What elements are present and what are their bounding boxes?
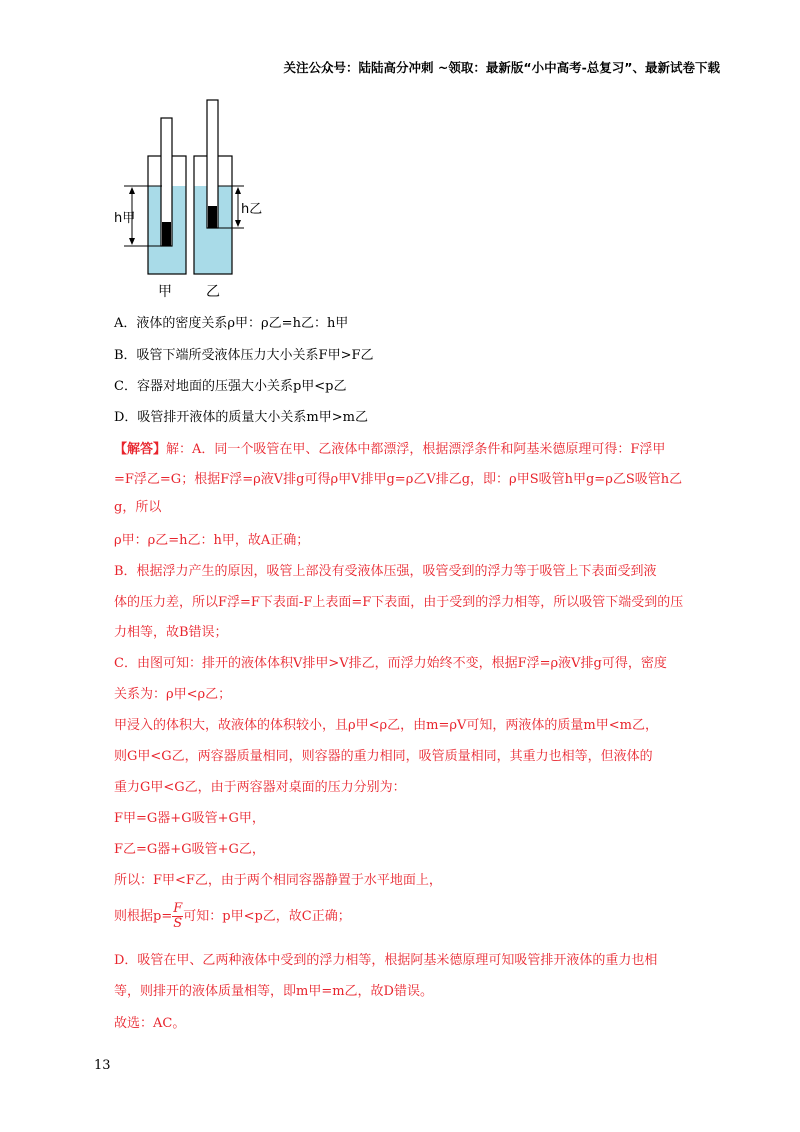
answer-line-1 — [114, 440, 665, 460]
page-header: 关注公众号：陆陆高分冲刺 ~领取：最新版“小中高考-总复习”、最新试卷下载 — [283, 60, 720, 75]
answer-line-18: 等，则排开的液体质量相等，即m甲=m乙，故D错误。 — [114, 984, 433, 999]
answer-line-17: D．吸管在甲、乙两种液体中受到的浮力相等，根据阿基米德原理可知吸管排开液体的重力也相 — [114, 953, 658, 968]
answer-line-4: ρ甲：ρ乙=h乙：h甲，故A正确； — [114, 533, 310, 548]
answer-line-13: F甲=G器+G吸管+G甲， — [114, 811, 265, 826]
answer-text-1: 解：A．同一个吸管在甲、乙液体中都漂浮，根据漂浮条件和阿基米德原理可得：F浮甲 — [166, 442, 666, 457]
option-d: D．吸管排开液体的质量大小关系m甲>m乙 — [114, 410, 368, 425]
answer-line-9: 关系为：ρ甲<ρ乙； — [114, 687, 232, 702]
answer-line-16 — [114, 902, 351, 931]
answer-line-8: C．由图可知：排开的液体体积V排甲>V排乙，而浮力始终不变，根据F浮=ρ液V排g可得，密度 — [114, 656, 667, 671]
h-jia-label: h甲 — [114, 211, 136, 226]
option-a: A．液体的密度关系ρ甲：ρ乙=h乙：h甲 — [114, 316, 349, 331]
answer-line-11: 则G甲<G乙，两容器质量相同，则容器的重力相同，吸管质量相同，其重力也相等，但液体的 — [114, 749, 653, 764]
h-yi-label: h乙 — [241, 202, 263, 217]
option-b: B．吸管下端所受液体压力大小关系F甲>F乙 — [114, 348, 374, 363]
answer-line-10: 甲浸入的体积大，故液体的体积较小，且ρ甲<ρ乙，由m=ρV可知，两液体的质量m甲<m乙， — [114, 718, 658, 733]
answer-line-2: =F浮乙=G；根据F浮=ρ液V排g可得ρ甲V排甲g=ρ乙V排乙g，即：ρ甲S吸管h甲g=ρ乙S吸管h乙 — [114, 472, 683, 487]
fraction-numerator: F — [173, 901, 183, 916]
answer-text-16b: 可知：p甲<p乙，故C正确； — [183, 909, 351, 924]
option-c: C．容器对地面的压强大小关系p甲<p乙 — [114, 379, 347, 394]
answer-line-3: g，所以 — [114, 500, 162, 515]
answer-line-12: 重力G甲<G乙，由于两容器对桌面的压力分别为： — [114, 780, 406, 795]
answer-line-15: 所以：F甲<F乙，由于两个相同容器静置于水平地面上， — [114, 873, 442, 888]
page-number: 13 — [94, 1058, 111, 1073]
answer-text-16a: 则根据p= — [114, 909, 173, 924]
answer-line-19: 故选：AC。 — [114, 1016, 186, 1031]
answer-line-14: F乙=G器+G吸管+G乙， — [114, 842, 265, 857]
tube-yi-weight — [208, 206, 217, 228]
label-jia: 甲 — [158, 284, 172, 300]
two-containers-figure — [110, 92, 263, 302]
fraction-denominator: S — [173, 916, 183, 931]
answer-line-5: B．根据浮力产生的原因，吸管上部没有受液体压强，吸管受到的浮力等于吸管上下表面受到液 — [114, 564, 657, 579]
answer-line-6: 体的压力差，所以F浮=F下表面-F上表面=F下表面，由于受到的浮力相等，所以吸管下端受到的压 — [114, 595, 684, 610]
answer-line-7: 力相等，故B错误； — [114, 625, 228, 640]
answer-tag: 【解答】 — [114, 442, 167, 457]
label-yi: 乙 — [206, 284, 220, 300]
tube-jia-weight — [162, 222, 171, 246]
pressure-fraction — [172, 902, 183, 931]
